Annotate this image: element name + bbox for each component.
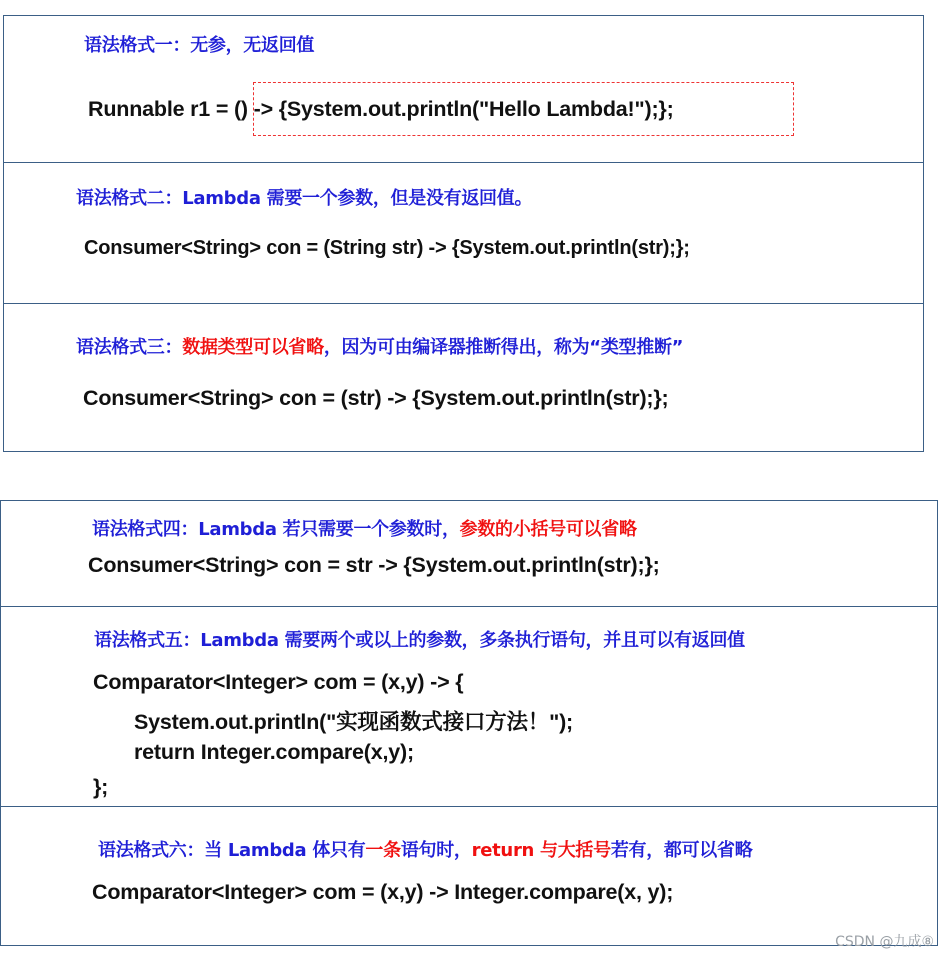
heading-text: 语法格式五：Lambda 需要两个或以上的参数，多条执行语句，并且可以有返回值 — [94, 630, 745, 651]
format-6-heading — [98, 836, 752, 862]
heading-highlight: 数据类型可以省略 — [182, 337, 324, 358]
format-3-heading — [76, 333, 683, 359]
heading-text: 语法格式二：Lambda 需要一个参数，但是没有返回值。 — [76, 188, 533, 209]
format-5-code-line-2: System.out.println("实现函数式接口方法！"); — [134, 710, 574, 734]
heading-highlight: 一条 — [365, 840, 401, 861]
format-1-code: Runnable r1 = () -> {System.out.println("Hello Lambda!");}; — [88, 97, 674, 121]
heading-text: 语法格式六：当 Lambda 体只有 — [98, 840, 366, 861]
format-1-heading — [84, 31, 314, 57]
heading-text: 语法格式一：无参，无返回值 — [84, 35, 315, 56]
heading-text: 语句时， — [400, 840, 472, 861]
format-5-heading — [94, 626, 745, 652]
format-2-code: Consumer<String> con = (String str) -> {System.out.println(str);}; — [84, 237, 690, 259]
format-5-code-line-1: Comparator<Integer> com = (x,y) -> { — [93, 670, 464, 694]
format-4-code: Consumer<String> con = str -> {System.out.println(str);}; — [88, 553, 660, 577]
watermark: CSDN @九成⑧ — [835, 934, 934, 950]
format-2-heading — [76, 184, 532, 210]
divider — [1, 606, 937, 607]
format-5-code-line-4: }; — [93, 775, 109, 799]
heading-text: 语法格式四：Lambda 若只需要一个参数时， — [92, 519, 460, 540]
heading-highlight: 参数的小括号可以省略 — [459, 519, 637, 540]
divider — [1, 806, 937, 807]
heading-text: 语法格式三： — [76, 337, 183, 358]
format-4-heading — [92, 515, 637, 541]
format-5-code-line-3: return Integer.compare(x,y); — [134, 740, 414, 764]
heading-highlight: return 与大括号 — [471, 840, 611, 861]
heading-text: 若有，都可以省略 — [610, 840, 753, 861]
divider — [4, 303, 923, 304]
format-6-code: Comparator<Integer> com = (x,y) -> Integer.compare(x, y); — [92, 880, 674, 904]
heading-text: ，因为可由编译器推断得出，称为“类型推断” — [323, 337, 684, 358]
divider — [4, 162, 923, 163]
format-3-code: Consumer<String> con = (str) -> {System.out.println(str);}; — [83, 386, 669, 410]
